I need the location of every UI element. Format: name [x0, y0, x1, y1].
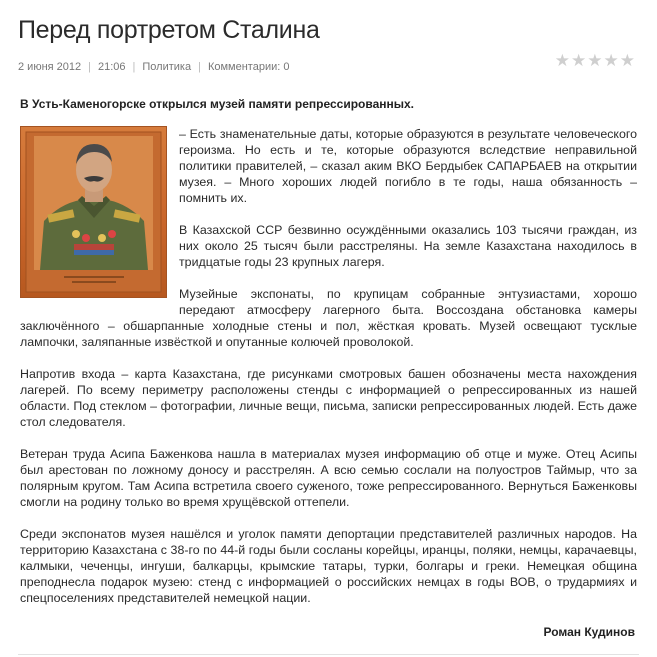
article-date: 2 июня 2012	[18, 61, 82, 73]
paragraph: Напротив входа – карта Казахстана, где рисунками смотровых башен обозначены места нахождения лагерей. По всему периметру расположены стенды с информацией о репрессированных из нашей области. Под стеклом – фотографии, личные вещи, письма, записки репрессированных людей. Есть даже стол следователя.	[20, 367, 637, 429]
rating-stars[interactable]	[555, 52, 635, 69]
bottom-divider	[18, 654, 639, 655]
paragraph: – Есть знаменательные даты, которые образуются в результате человеческого героизма. Но есть и те, которые образуются вследствие неправильной политики правителей, – сказал аким ВКО Бердыбек САПАРБАЕВ на открытии музея. – Много хороших людей погибло в те годы, наша обязанность – помнить их.	[179, 127, 637, 205]
rating-star-icon[interactable]: ★	[619, 51, 635, 70]
article-body	[20, 126, 637, 622]
rating-star-icon[interactable]: ★	[554, 51, 570, 70]
article-lead: В Усть-Каменогорске открылся музей памяти репрессированных.	[20, 97, 415, 111]
meta-separator: |	[198, 61, 201, 73]
rating-star-icon[interactable]: ★	[587, 51, 603, 70]
category-link[interactable]: Политика	[142, 61, 192, 73]
article-time: 21:06	[98, 61, 126, 73]
author-signature: Роман Кудинов	[543, 625, 635, 639]
meta-separator: |	[132, 61, 136, 73]
paragraph: Среди экспонатов музея нашёлся и уголок памяти депортации представителей различных народов. На территорию Казахстана с 38-го по 44-й годы были сосланы корейцы, иранцы, поляки, немцы, карачаевцы, калмыки, чеченцы, ингуши, балкарцы, крымские татары, турки, болгары и греки. Немецкая община преподнесла подарок музею: стенд с информацией о российских немцах в годы ВОВ, о трудармиях и спецпоселениях представителей немецкой нации.	[20, 527, 637, 605]
paragraph: В Казахской ССР безвинно осуждёнными оказались 103 тысячи граждан, из них около 25 тысяч были расстреляны. На земле Казахстана находилось в тридцатые годы 23 крупных лагеря.	[179, 223, 637, 269]
portrait-illustration	[20, 126, 167, 298]
page-title: Перед портретом Сталина	[18, 16, 320, 44]
article-meta	[18, 61, 289, 73]
comments-link[interactable]: Комментарии: 0	[207, 61, 290, 73]
paragraph: Ветеран труда Асипа Баженкова нашла в материалах музея информацию об отце и муже. Отец Асипы был арестован по ложному доносу и расстрелян. А всю семью сослали на полуостров Таймыр, что за полярным кругом. Там Асипа встретила своего суженого, тоже репрессированного. Вернуться Баженковы смогли на родину только во время хрущёвской оттепели.	[20, 447, 637, 509]
rating-star-icon[interactable]: ★	[571, 51, 587, 70]
rating-star-icon[interactable]: ★	[603, 51, 619, 70]
stalin-portrait-image	[20, 126, 167, 298]
paragraph: Музейные экспонаты, по крупицам собранные энтузиастами, хорошо передают атмосферу лагерного быта. Воссоздана обстановка камеры заключённого – обшарпанные холодные стены и пол, жёсткая кровать. Музей освещают тусклые лампочки, заляпанные извёсткой и опутанные колючей проволокой.	[20, 287, 637, 349]
meta-separator: |	[88, 61, 91, 73]
